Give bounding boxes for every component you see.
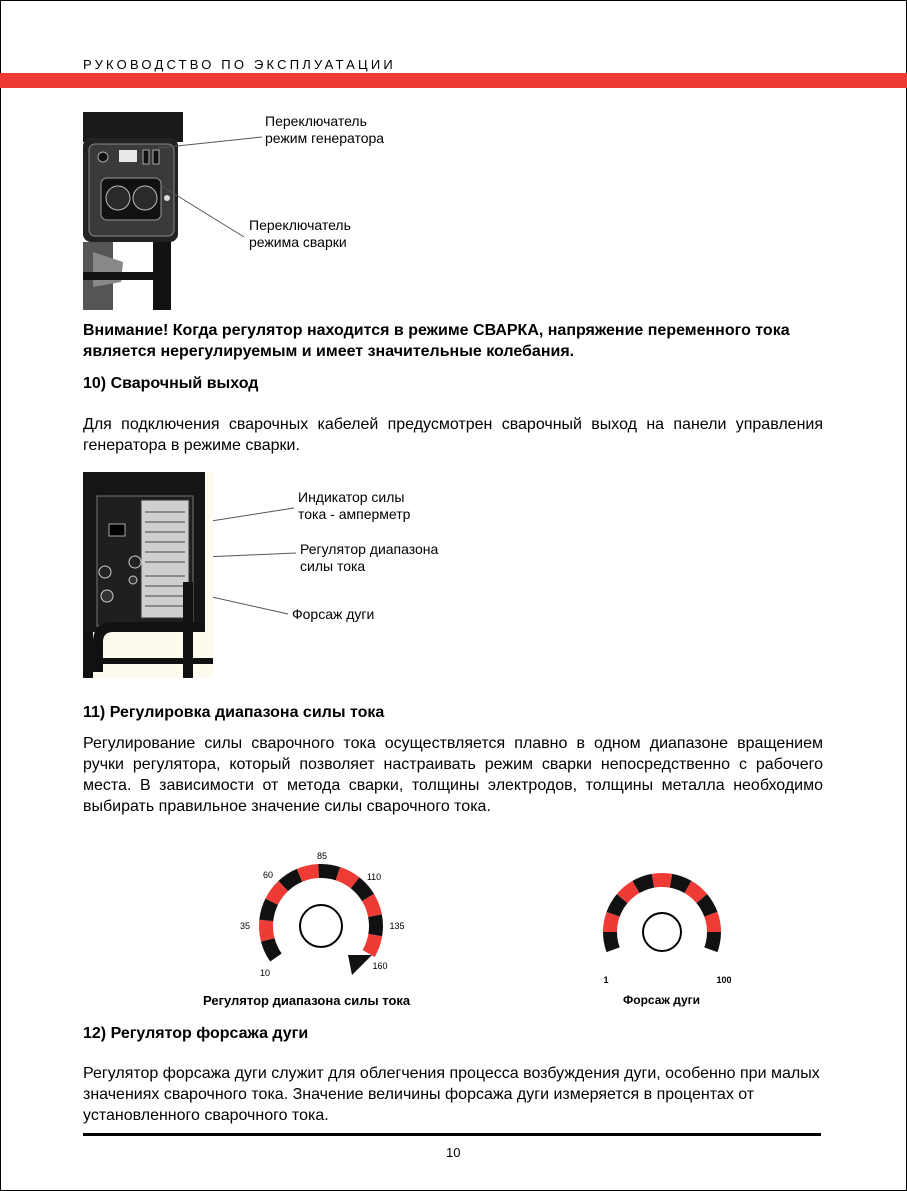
section-11-heading: 11) Регулировка диапазона силы тока	[83, 704, 385, 721]
dial-knob	[300, 905, 342, 947]
running-header: РУКОВОДСТВО ПО ЭКСПЛУАТАЦИИ	[83, 57, 396, 72]
arc-dial-caption: Форсаж дуги	[623, 993, 701, 1007]
dial-segment	[259, 920, 275, 942]
dial-tick-label: 60	[262, 870, 274, 880]
section-10-body: Для подключения сварочных кабелей предусмотрен сварочный выход на панели управления генератора в режиме сварки.	[83, 416, 823, 454]
current-range-dial	[259, 864, 383, 975]
section-11-body: Регулирование силы сварочного тока осуществляется плавно в одном диапазоне вращением ручки регулятора, который позволяет настраивать режим сварки непосредственно с рабочего места. В зависимости от метода сварки, толщины электродов, толщины металла необходимо выбирать правильное значение силы сварочного тока.	[83, 735, 823, 815]
section-10-heading: 10) Сварочный выход	[83, 375, 259, 392]
dial-knob	[643, 913, 681, 951]
bottom-rule	[83, 1133, 821, 1136]
dial-tick-label: 100	[716, 975, 732, 985]
callout-arc-force: Форсаж дуги	[292, 606, 375, 622]
section-12-body: Регулятор форсажа дуги служит для облегчения процесса возбуждения дуги, особенно при малых значениях сварочного тока. Значение величины форсажа дуги измеряется в процентах от установленного сварочного тока.	[83, 1065, 820, 1124]
dial-tick-label: 10	[259, 968, 271, 978]
callout-generator-mode-switch: Переключатель режим генератора	[265, 113, 385, 146]
callout-ammeter: Индикатор силы тока - амперметр	[298, 489, 411, 522]
dial-tick-label: 160	[372, 961, 388, 971]
dial-segment	[704, 932, 721, 952]
dial-tick-label: 35	[239, 921, 251, 931]
dial-segment	[603, 932, 620, 952]
dial-tick-label: 85	[316, 851, 328, 861]
dial-tick-label: 1	[603, 975, 609, 985]
dial-tick-label: 135	[389, 921, 405, 931]
callout-current-range-regulator: Регулятор диапазона силы тока	[300, 541, 439, 574]
dial-segment	[363, 934, 383, 957]
callout-welding-mode-switch: Переключатель режима сварки	[249, 217, 351, 250]
arc-force-dial	[603, 873, 721, 952]
dial-tick-label: 110	[366, 872, 382, 882]
dial-segment	[261, 938, 282, 961]
page-number: 10	[446, 1145, 461, 1160]
dial-pointer-arrow	[348, 955, 372, 975]
current-dial-caption: Регулятор диапазона силы тока	[203, 993, 411, 1008]
section-12-heading: 12) Регулятор форсажа дуги	[83, 1025, 309, 1042]
warning-note: Внимание! Когда регулятор находится в режиме СВАРКА, напряжение переменного тока является нерегулируемым и имеет значительные колебания.	[83, 322, 790, 360]
dial-segment	[368, 914, 383, 936]
dial-segment	[652, 873, 672, 888]
